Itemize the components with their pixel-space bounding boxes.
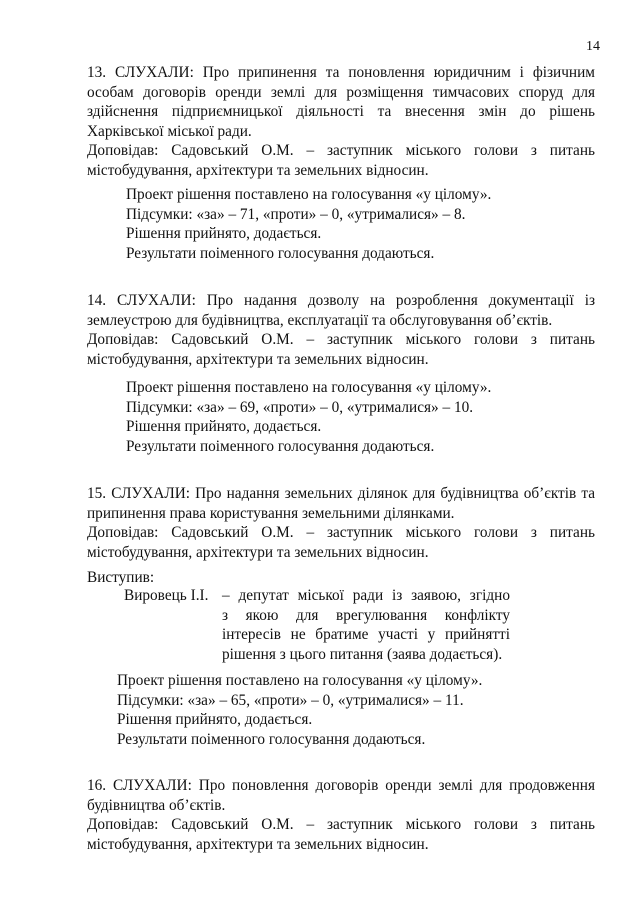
vote-line: Проект рішення поставлено на голосування «у цілому». [126,379,492,396]
speech-line: з якою для врегулювання конфлікту [222,606,510,624]
vote-line: Рішення прийнято, додається. [126,418,322,436]
vote-line: Підсумки: «за» – 71, «проти» – 0, «утрималися» – 8. [126,205,466,223]
agenda-item-13 [87,63,595,181]
vote-block-15 [117,671,482,749]
speech-line: інтересів не братиме участі у прийнятті [222,626,510,644]
vote-line: Проект рішення поставлено на голосування «у цілому». [117,672,483,689]
vote-line: Рішення прийнято, додається. [126,225,322,243]
agenda-item-14 [87,291,595,369]
speaker-line: Доповідав: Садовський О.М. – заступник міського голови з питань [87,524,595,542]
speech-line: рішення з цього питання (заява додається). [222,645,503,663]
item-heading-line: особам договорів оренди землі для розміщення тимчасових споруд для [87,83,595,101]
item-heading-line: 13. СЛУХАЛИ: Про припинення та поновлення юридичним і фізичним [87,64,595,81]
speaker-line: Доповідав: Садовський О.М. – заступник міського голови з питань [87,331,595,349]
vote-block-14 [126,378,606,456]
agenda-item-15 [87,484,595,562]
speech-line: – депутат міської ради із заявою, згідно [222,587,510,604]
speech-speaker: Вировець І.І. [124,587,209,604]
agenda-item-16 [87,776,595,854]
speaker-line: Доповідав: Садовський О.М. – заступник міського голови з питань [87,142,595,160]
vote-line: Рішення прийнято, додається. [117,711,313,729]
item-heading-line: 14. СЛУХАЛИ: Про надання дозволу на розроблення документації із [87,292,595,309]
vote-line: Результати поіменного голосування додаються. [117,730,426,748]
item-heading-line: землеустрою для будівництва, експлуатації та обслуговування об’єктів. [87,311,553,329]
speaker-line: містобудування, архітектури та земельних відносин. [87,161,429,179]
vote-line: Підсумки: «за» – 65, «проти» – 0, «утрималися» – 11. [117,691,464,709]
item-heading-line: здійснення підприємницької діяльності та внесення змін до рішень [87,103,595,121]
speaker-line: Доповідав: Садовський О.М. – заступник міського голови з питань [87,816,595,834]
vote-block-13 [126,185,606,263]
item-heading-line: припинення права користування земельними ділянками. [87,504,455,522]
item-heading-line: будівництва об’єктів. [87,796,226,814]
item-heading-line: 16. СЛУХАЛИ: Про поновлення договорів оренди землі для продовження [87,777,595,794]
item-heading-line: 15. СЛУХАЛИ: Про надання земельних ділянок для будівництва об’єктів та [87,485,595,502]
vote-line: Підсумки: «за» – 69, «проти» – 0, «утрималися» – 10. [126,398,474,416]
speech-text [222,586,510,664]
speaker-line: містобудування, архітектури та земельних відносин. [87,543,429,561]
item-heading-line: Харківської міської ради. [87,122,252,140]
speaker-line: містобудування, архітектури та земельних відносин. [87,835,429,853]
page-number: 14 [586,39,600,54]
vote-line: Результати поіменного голосування додаються. [126,437,435,455]
vote-line: Результати поіменного голосування додаються. [126,244,435,262]
speech-heading: Виступив: [87,569,155,586]
speaker-line: містобудування, архітектури та земельних відносин. [87,350,429,368]
vote-line: Проект рішення поставлено на голосування «у цілому». [126,186,492,203]
